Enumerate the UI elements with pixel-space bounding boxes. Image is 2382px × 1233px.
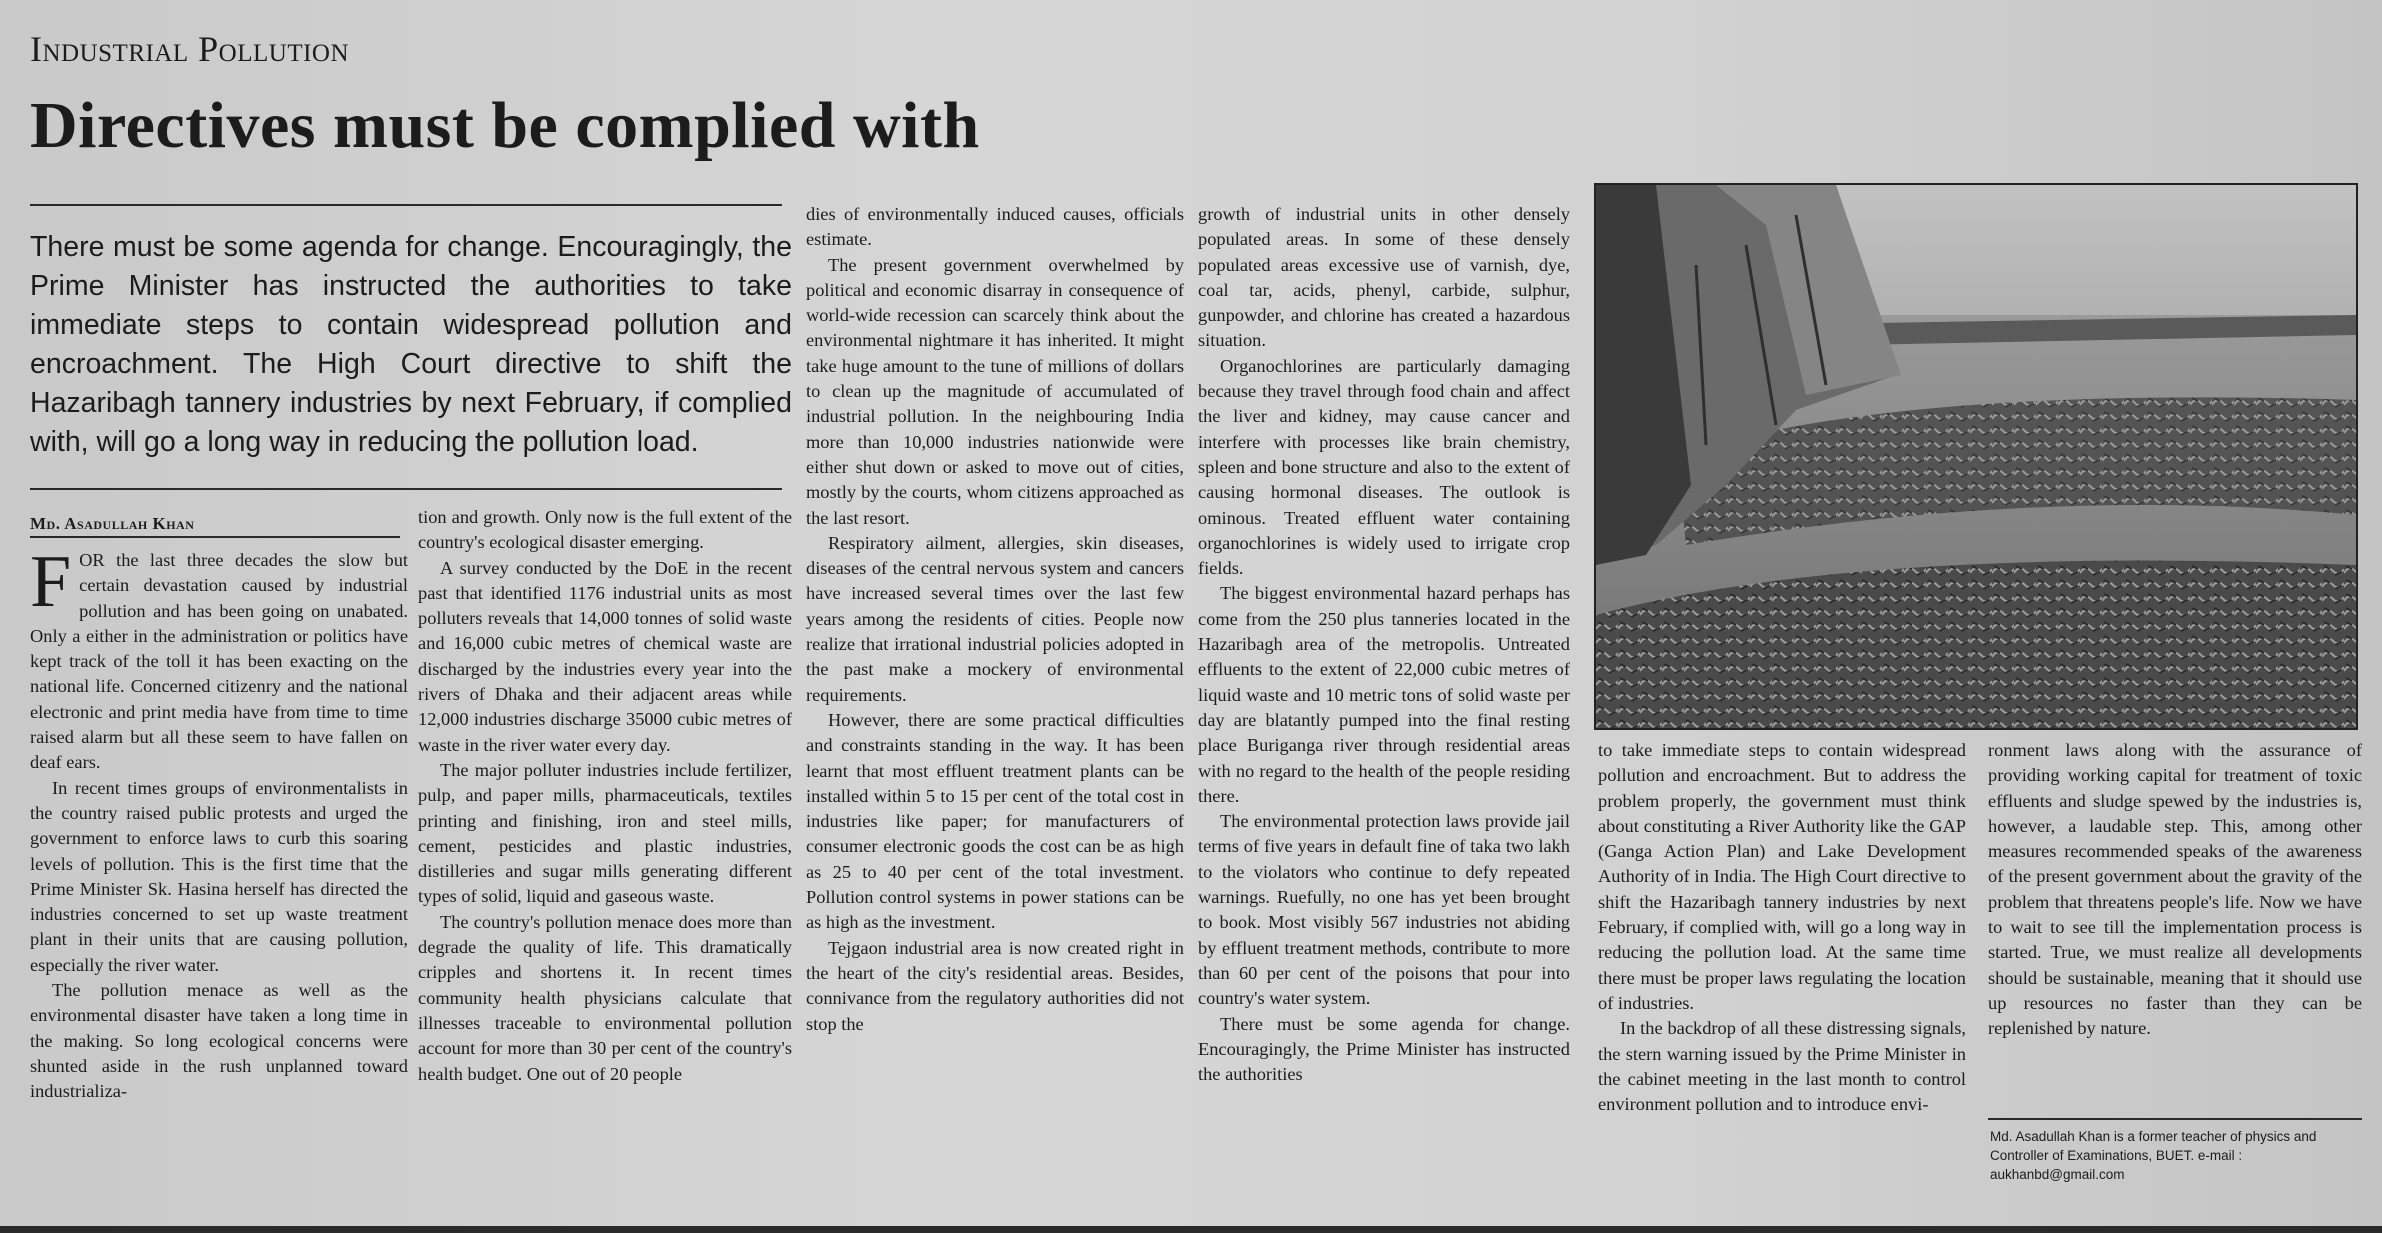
author-note: Md. Asadullah Khan is a former teacher of physics and Controller of Examinations, BUET. e-mail : aukhanbd@gmail.com bbox=[1990, 1129, 2317, 1182]
headline: Directives must be complied with bbox=[30, 89, 980, 162]
paragraph: A survey conducted by the DoE in the recent past that identified 1176 industrial units as most polluters reveals that 14,000 tonnes of solid waste and 16,000 cubic metres of chemical waste are discharged by the industries every year into the rivers of Dhaka and their adjacent areas while 12,000 industries discharge 35000 cubic metres of waste in the river water every day. bbox=[418, 557, 792, 755]
paragraph: The biggest environmental hazard perhaps has come from the 250 plus tanneries located in the Hazaribagh area of the metropolis. Untreated effluents to the extent of 22,000 cubic metres of liquid waste and 10 metric tons of solid waste per day are blatantly pumped into the final resting place Buriganga river through residential areas with no regard to the health of the people residing there. bbox=[1198, 583, 1570, 806]
intro-top-rule bbox=[30, 204, 782, 206]
paragraph: In the backdrop of all these distressing signals, the stern warning issued by the Prime Minister in the cabinet meeting in the last month to control environment pollution and to introduce envi- bbox=[1598, 1018, 1966, 1115]
paragraph: Respiratory ailment, allergies, skin diseases, diseases of the central nervous system and cancers have increased several times over the last few years among the residents of cities. People now realize that irrational industrial policies adopted in the past make a mockery of environmental requirements. bbox=[806, 532, 1184, 705]
paragraph: The pollution menace as well as the environmental disaster have taken a long time in the making. So long ecological concerns were shunted aside in the rush unplanned toward industrializa- bbox=[30, 980, 408, 1102]
article-column-6 bbox=[1988, 738, 2362, 1118]
bottom-edge bbox=[0, 1226, 2382, 1233]
river-pollution-photo bbox=[1594, 183, 2358, 730]
intro-bottom-rule bbox=[30, 488, 782, 490]
paragraph: growth of industrial units in other densely populated areas. In some of these densely populated areas excessive use of varnish, dye, coal tar, acids, phenyl, carbide, sulphur, gunpowder, and chlorine has created a hazardous situation. bbox=[1198, 204, 1570, 351]
article-column-4 bbox=[1198, 202, 1570, 1222]
article-column-2 bbox=[418, 505, 792, 1220]
article-column-1 bbox=[30, 541, 408, 1218]
paragraph: The country's pollution menace does more than degrade the quality of life. This dramatically cripples and shortens it. In recent times community health physicians calculate that illnesses traceable to environmental pollution account for more than 30 per cent of the country's health budget. One out of 20 people bbox=[418, 911, 792, 1084]
paragraph: There must be some agenda for change. Encouragingly, the Prime Minister has instructed the authorities bbox=[1198, 1013, 1570, 1085]
article-column-3 bbox=[806, 202, 1184, 1222]
paragraph: dies of environmentally induced causes, officials estimate. bbox=[806, 204, 1184, 250]
paragraph: The environmental protection laws provide jail terms of five years in default fine of taka two lakh to the violators who continue to defy repeated warnings. Ruefully, no one has yet been brought to book. Most visibly 567 industries not abiding by effluent treatment methods, contribute to more than 60 per cent of the poisons that pour into country's water system. bbox=[1198, 811, 1570, 1009]
intro-standfirst: There must be some agenda for change. Encouragingly, the Prime Minister has instructed the authorities to take immediate steps to contain widespread pollution and encroachment. The High Court directive to shift the Hazaribagh tannery industries by next February, if complied with, will go a long way in reducing the pollution load. bbox=[30, 231, 792, 458]
paragraph: In recent times groups of environmentalists in the country raised public protests and urged the government to enforce laws to curb this soaring levels of pollution. This is the first time that the Prime Minister Sk. Hasina herself has directed the industries concerned to set up waste treatment plant in their units that are causing pollution, especially the river water. bbox=[30, 777, 408, 975]
article-column-5 bbox=[1598, 738, 1966, 1222]
author-note-rule bbox=[1988, 1118, 2362, 1120]
paragraph: tion and growth. Only now is the full extent of the country's ecological disaster emerging. bbox=[418, 507, 792, 553]
paragraph: However, there are some practical difficulties and constraints standing in the way. It has been learnt that most effluent treatment plants can be installed within 5 to 15 per cent of the total cost in industries like paper; for manufacturers of consumer electronic goods the cost can be as high as 25 to 40 per cent of the total investment. Pollution control systems in power stations can be as high as the investment. bbox=[806, 709, 1184, 933]
paragraph: The major polluter industries include fertilizer, pulp, and paper mills, pharmaceuticals, textiles printing and finishing, iron and steel mills, cement, pesticides and plastic industries, distilleries and sugar mills generating different types of solid, liquid and gaseous waste. bbox=[418, 759, 792, 907]
paragraph: FOR the last three decades the slow but certain devastation caused by industrial pollution and has been going on unabated. Only a either in the administration or politics have kept track of the toll it has been exacting on the national life. Concerned citizenry and the national electronic and print media have from time to time raised alarm but all these seem to have fallen on deaf ears. bbox=[30, 541, 408, 773]
drop-cap: F bbox=[30, 541, 72, 623]
section-label: Industrial Pollution bbox=[30, 29, 350, 69]
paragraph: Tejgaon industrial area is now created right in the heart of the city's residential areas. Besides, connivance from the regulatory authorities did not stop the bbox=[806, 937, 1184, 1034]
paragraph: ronment laws along with the assurance of providing working capital for treatment of toxic effluents and sludge spewed by the industries is, however, a laudable step. This, among other measures recommended speaks of the awareness of the present government about the gravity of the problem that threatens people's life. Now we have to wait to see till the implementation process is started. True, we must realize all developments should be sustainable, meaning that it should use up resources no faster than they can be replenished by nature. bbox=[1988, 740, 2362, 1039]
paragraph: Organochlorines are particularly damaging because they travel through food chain and affect the liver and kidney, may cause cancer and interfere with processes like brain chemistry, spleen and bone structure and also to the extent of causing hormonal diseases. The outlook is ominous. Treated effluent water containing organochlorines is widely used to irrigate crop fields. bbox=[1198, 355, 1570, 579]
byline-rule bbox=[30, 536, 400, 538]
byline: Md. Asadullah Khan bbox=[30, 514, 195, 533]
paragraph: to take immediate steps to contain widespread pollution and encroachment. But to address the problem properly, the government must think about constituting a River Authority like the GAP (Ganga Action Plan) and Lake Development Authority of in India. The High Court directive to shift the Hazaribagh tannery industries by next February, if complied with, will go a long way in reducing the pollution load. At the same time there must be proper laws regulating the location of industries. bbox=[1598, 740, 1966, 1013]
paragraph: The present government overwhelmed by political and economic disarray in consequence of world-wide recession can scarcely think about the environmental nightmare it has inherited. It might take huge amount to the tune of millions of dollars to clean up the magnitude of accumulated of industrial pollution. In the neighbouring India more than 10,000 industries nationwide were either shut down or asked to move out of cities, mostly by the courts, whom citizens approached as the last resort. bbox=[806, 254, 1184, 528]
photo-illustration bbox=[1596, 185, 2356, 728]
